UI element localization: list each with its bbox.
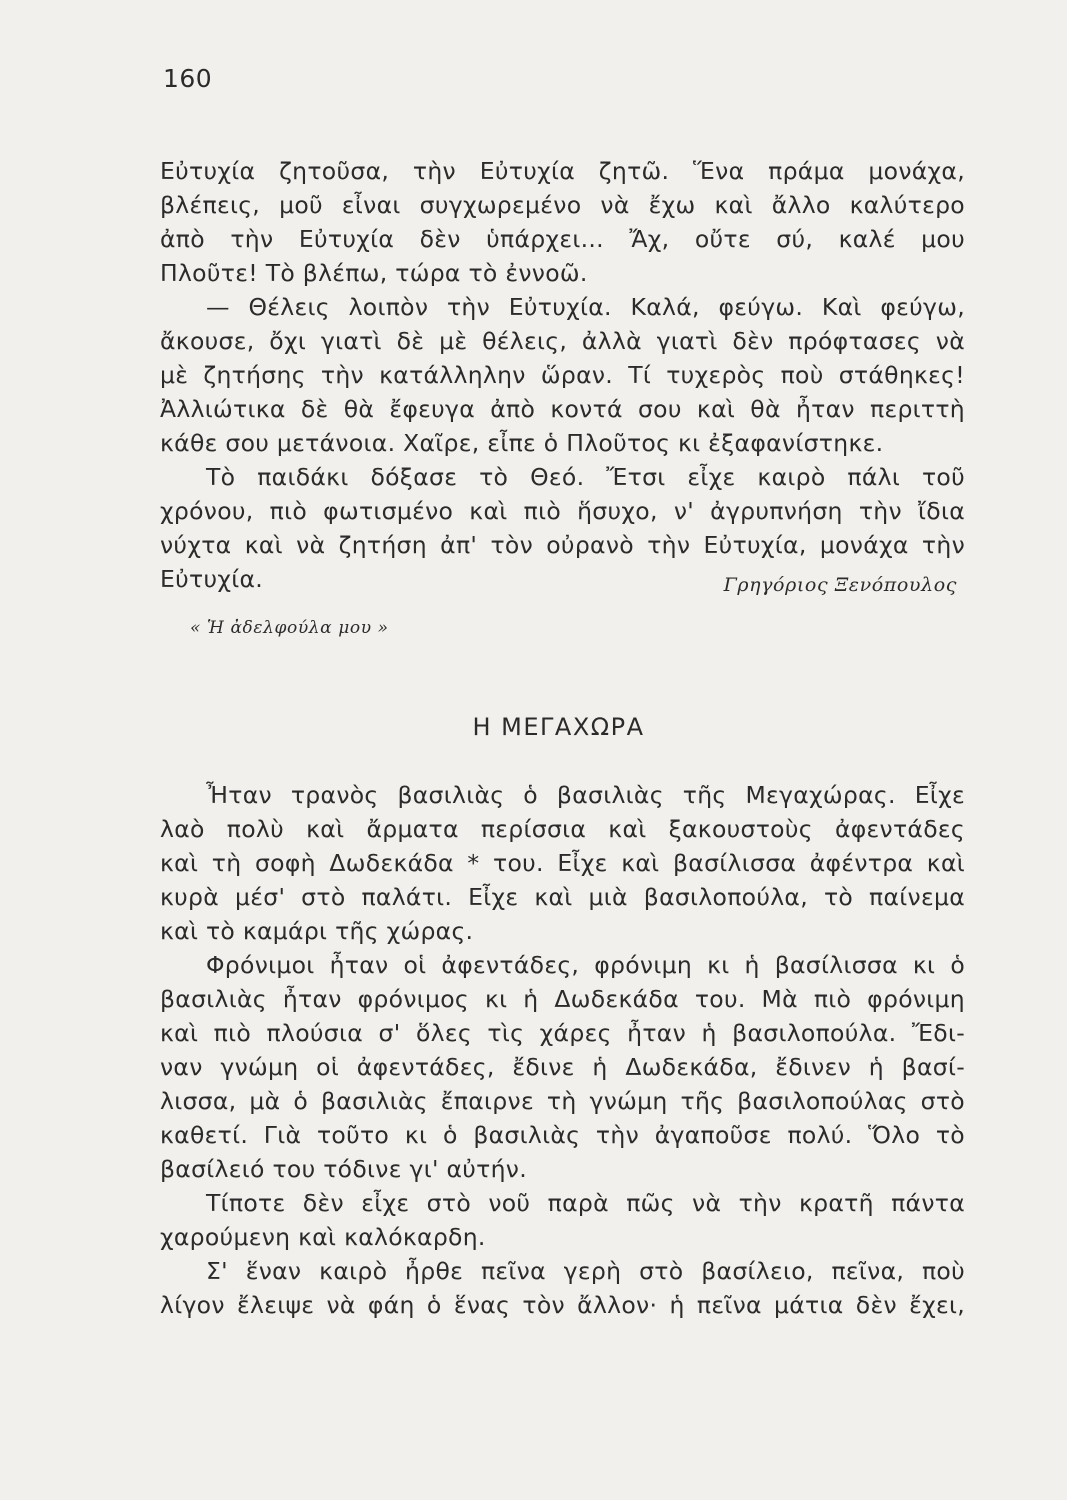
source-citation: « Ἡ ἀδελφούλα μου » xyxy=(190,618,389,638)
text-line: Πλοῦτε! Τὸ βλέπω, τώρα τὸ ἐννοῶ. xyxy=(160,259,588,287)
text-line: νύχτα καὶ νὰ ζητήση ἀπ' τὸν οὐρανὸ τὴν Εὐτυχία, μονάχα τὴν xyxy=(160,531,965,559)
text-line: χαρούμενη καὶ καλόκαρδη. xyxy=(160,1223,486,1251)
story-title: Η ΜΕΓΑΧΩΡΑ xyxy=(472,713,645,741)
text-line: καὶ τὴ σοφὴ Δωδεκάδα * του. Εἶχε καὶ βασίλισσα ἀφέντρα καὶ xyxy=(160,849,965,877)
text-line: Τὸ παιδάκι δόξασε τὸ Θεό. Ἔτσι εἶχε καιρὸ πάλι τοῦ xyxy=(206,463,965,491)
text-line: — Θέλεις λοιπὸν τὴν Εὐτυχία. Καλά, φεύγω. Καὶ φεύγω, xyxy=(206,293,965,321)
text-line: Ἀλλιώτικα δὲ θὰ ἔφευγα ἀπὸ κοντά σου καὶ θὰ ἦταν περιττὴ xyxy=(160,395,965,423)
text-line: Σ' ἕναν καιρὸ ἦρθε πεῖνα γερὴ στὸ βασίλειο, πεῖνα, ποὺ xyxy=(206,1257,965,1285)
text-line: χρόνου, πιὸ φωτισμένο καὶ πιὸ ἥσυχο, ν' ἀγρυπνήση τὴν ἴδια xyxy=(160,497,965,525)
text-line: κάθε σου μετάνοια. Χαῖρε, εἶπε ὁ Πλοῦτος κι ἐξαφανίστηκε. xyxy=(160,429,884,457)
text-line: ἀπὸ τὴν Εὐτυχία δὲν ὑπάρχει... Ἄχ, οὔτε σύ, καλέ μου xyxy=(160,225,965,253)
text-line: λαὸ πολὺ καὶ ἄρματα περίσσια καὶ ξακουστοὺς ἀφεντάδες xyxy=(160,815,965,843)
text-line: Εὐτυχία. xyxy=(160,565,264,593)
text-line: βασίλειό του τόδινε γι' αὐτήν. xyxy=(160,1155,528,1183)
text-line: καὶ πιὸ πλούσια σ' ὅλες τὶς χάρες ἦταν ἡ βασιλοπούλα. Ἔδι- xyxy=(160,1019,965,1047)
text-line: καὶ τὸ καμάρι τῆς χώρας. xyxy=(160,917,474,945)
story-ending-text xyxy=(160,154,965,596)
text-line: βλέπεις, μοῦ εἶναι συγχωρεμένο νὰ ἔχω καὶ ἄλλο καλύτερο xyxy=(160,191,965,219)
text-line: λισσα, μὰ ὁ βασιλιὰς ἔπαιρνε τὴ γνώμη τῆς βασιλοπούλας στὸ xyxy=(160,1087,965,1115)
author-signature: Γρηγόριος Ξενόπουλος xyxy=(723,574,957,596)
page-number: 160 xyxy=(163,64,213,93)
text-line: Τίποτε δὲν εἶχε στὸ νοῦ παρὰ πῶς νὰ τὴν κρατῆ πάντα xyxy=(206,1189,965,1217)
text-line: ναν γνώμη οἱ ἀφεντάδες, ἔδινε ἡ Δωδεκάδα, ἔδινεν ἡ βασί- xyxy=(160,1053,965,1081)
story-body-text xyxy=(160,778,965,1322)
text-line: κυρὰ μέσ' στὸ παλάτι. Εἶχε καὶ μιὰ βασιλοπούλα, τὸ παίνεμα xyxy=(160,883,965,911)
text-line: Εὐτυχία ζητοῦσα, τὴν Εὐτυχία ζητῶ. Ἕνα πράμα μονάχα, xyxy=(160,157,965,185)
text-line: βασιλιὰς ἦταν φρόνιμος κι ἡ Δωδεκάδα του. Μὰ πιὸ φρόνιμη xyxy=(160,985,965,1013)
text-line: μὲ ζητήσης τὴν κατάλληλην ὥραν. Τί τυχερὸς ποὺ στάθηκες! xyxy=(160,361,965,389)
text-line: Φρόνιμοι ἦταν οἱ ἀφεντάδες, φρόνιμη κι ἡ βασίλισσα κι ὁ xyxy=(206,951,965,979)
text-line: ἄκουσε, ὄχι γιατὶ δὲ μὲ θέλεις, ἀλλὰ γιατὶ δὲν πρόφτασες νὰ xyxy=(160,327,965,355)
text-line: λίγον ἔλειψε νὰ φάη ὁ ἕνας τὸν ἄλλον· ἡ πεῖνα μάτια δὲν ἔχει, xyxy=(160,1291,965,1319)
text-line: καθετί. Γιὰ τοῦτο κι ὁ βασιλιὰς τὴν ἀγαποῦσε πολύ. Ὅλο τὸ xyxy=(160,1121,965,1149)
text-line: Ἦταν τρανὸς βασιλιὰς ὁ βασιλιὰς τῆς Μεγαχώρας. Εἶχε xyxy=(206,781,965,809)
